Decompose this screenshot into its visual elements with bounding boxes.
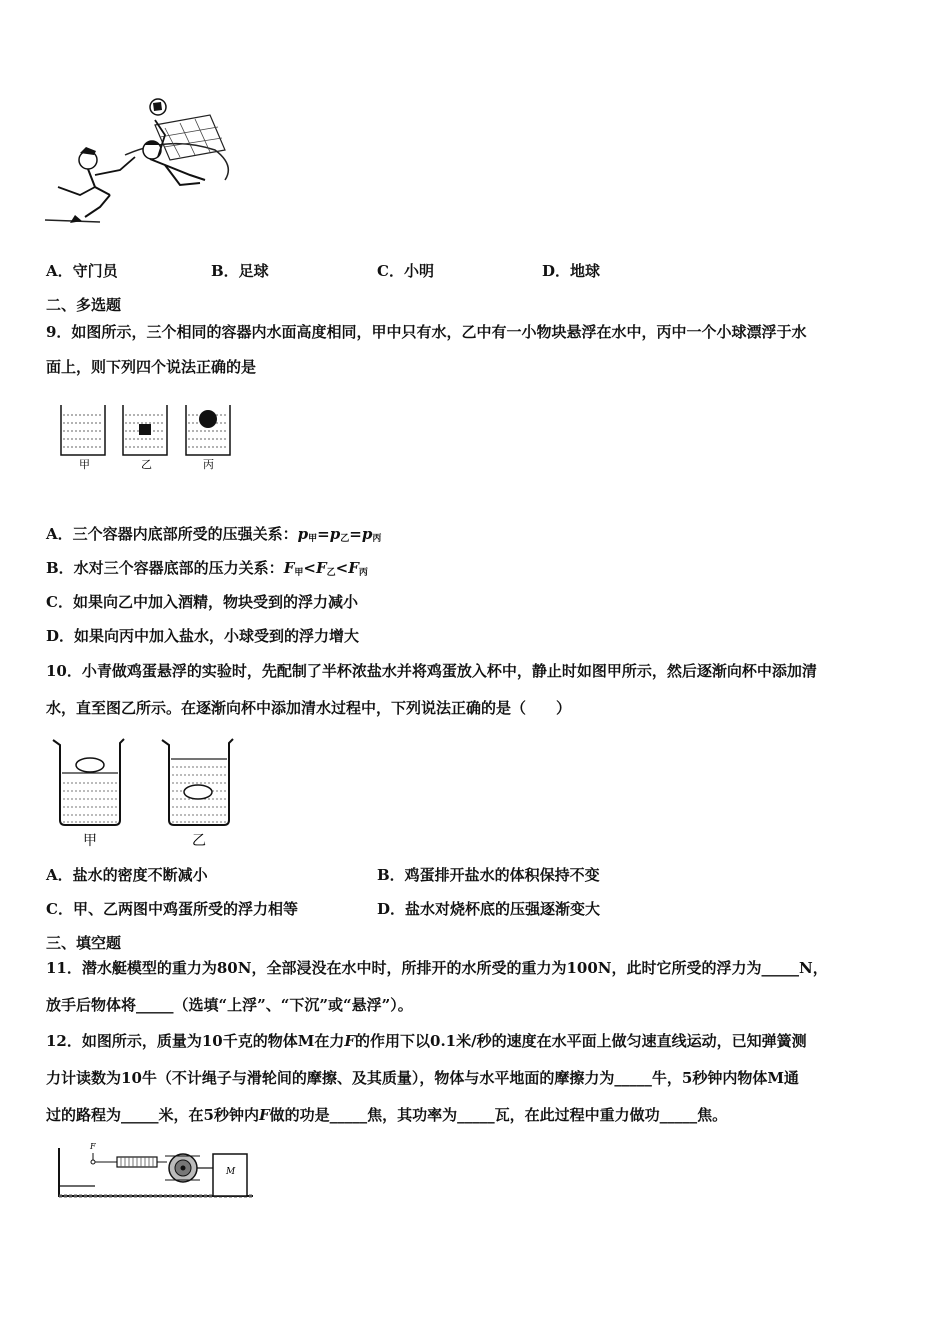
q10-option-b: B．鸡蛋排开盐水的体积保持不变 — [377, 866, 600, 884]
q8-option-a: A．守门员 — [46, 262, 118, 280]
label-yi: 乙 — [192, 833, 206, 849]
force-label: F — [90, 1142, 96, 1151]
q10-figure — [50, 735, 250, 853]
label-jia: 甲 — [79, 458, 90, 471]
suspended-block — [139, 424, 151, 435]
q8-option-b: B．足球 — [211, 262, 269, 280]
q12-stem-line1: 12．如图所示，质量为10千克的物体M在力F的作用下以0.1米/秒的速度在水平面上做匀速直线运动，已知弹簧测 — [46, 1032, 807, 1050]
q11-stem-line2: 放手后物体将_____（选填“上浮”、“下沉”或“悬浮”）。 — [46, 996, 413, 1014]
q12-stem-line2: 力计读数为10牛（不计绳子与滑轮间的摩擦、及其质量），物体与水平地面的摩擦力为_____牛，5秒钟内物体M通 — [46, 1069, 799, 1087]
q9-figure — [55, 400, 255, 475]
q11-stem-line1: 11．潜水艇模型的重力为80N，全部浸没在水中时，所排开的水所受的重力为100N，此时它所受的浮力为_____N， — [46, 959, 828, 977]
q12-stem-line3: 过的路程为_____米，在5秒钟内F做的功是_____焦，其功率为_____瓦，在此过程中重力做功_____焦。 — [46, 1106, 728, 1124]
q9-option-a: A．三个容器内底部所受的压强关系：$p_甲=p_乙=p_丙$ — [46, 525, 382, 544]
q10-stem-line1: 10．小青做鸡蛋悬浮的实验时，先配制了半杯浓盐水并将鸡蛋放入杯中，静止时如图甲所示，然后逐渐向杯中添加清 — [46, 662, 817, 680]
label-bing: 丙 — [203, 458, 214, 471]
q8-option-c: C．小明 — [377, 262, 434, 280]
q9-stem-line2: 面上，则下列四个说法正确的是 — [46, 358, 257, 376]
q9-stem-line1: 9．如图所示，三个相同的容器内水面高度相同，甲中只有水，乙中有一小物块悬浮在水中，丙中一个小球漂浮于水 — [46, 323, 807, 341]
section-heading-multiple-choice: 二、多选题 — [46, 296, 122, 314]
floating-ball — [199, 410, 217, 428]
block-label: M — [226, 1167, 236, 1177]
q8-figure — [40, 95, 240, 230]
q8-option-d: D．地球 — [542, 262, 601, 280]
container-bing — [186, 405, 230, 455]
q12-figure — [55, 1138, 260, 1203]
q9-option-d: D．如果向丙中加入盐水，小球受到的浮力增大 — [46, 627, 360, 645]
beaker-yi — [162, 739, 233, 825]
container-yi — [123, 405, 167, 455]
q10-stem-line2: 水，直至图乙所示。在逐渐向杯中添加清水过程中，下列说法正确的是（ ） — [46, 699, 572, 717]
egg-yi — [184, 785, 212, 799]
q10-option-d: D．盐水对烧杯底的压强逐渐变大 — [377, 900, 601, 918]
section-heading-fill-in: 三、填空题 — [46, 934, 122, 952]
q9-option-b: B．水对三个容器底部的压力关系：$F_甲<F_乙<F_丙$ — [46, 559, 368, 578]
q9-option-c: C．如果向乙中加入酒精，物块受到的浮力减小 — [46, 593, 358, 611]
q10-option-a: A．盐水的密度不断减小 — [46, 866, 208, 884]
label-jia: 甲 — [83, 833, 97, 849]
q10-option-c: C．甲、乙两图中鸡蛋所受的浮力相等 — [46, 900, 298, 918]
egg-jia — [76, 758, 104, 772]
container-jia — [61, 405, 105, 455]
label-yi: 乙 — [141, 458, 152, 471]
beaker-jia — [53, 739, 124, 825]
